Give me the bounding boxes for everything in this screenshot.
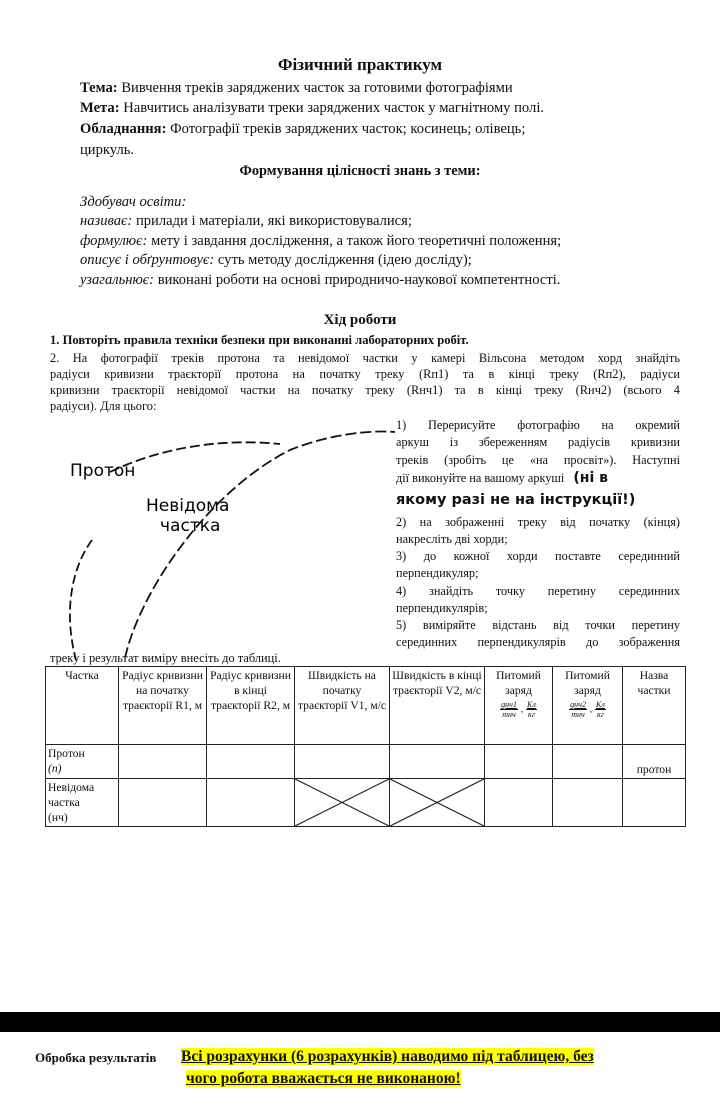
header-specific-charge-2-label: Питомий заряд bbox=[565, 669, 610, 697]
step-1: 1. Повторіть правила техніки безпеки при виконанні лабораторних робіт. bbox=[50, 333, 469, 347]
header-particle-name: Назва частки bbox=[623, 667, 686, 745]
equipment-label: Обладнання: bbox=[80, 121, 167, 137]
unknown-label-2: частка bbox=[160, 516, 221, 536]
instruction-emph-1: (ні в bbox=[573, 470, 608, 486]
processing-label: Обробка результатів bbox=[35, 1050, 157, 1065]
proton-name-cell bbox=[46, 745, 119, 779]
step-2-line-2: радіуси кривизни траєкторії протона на початку треку (Rп1) та в кінці треку (Rп2), радіуси bbox=[50, 367, 680, 381]
equipment-line bbox=[80, 121, 525, 138]
step-2-line-4: радіуси). Для цього: bbox=[50, 399, 157, 413]
proton-v2-cell[interactable] bbox=[390, 745, 485, 779]
generalizes-line bbox=[80, 272, 560, 289]
unknown-r2-cell[interactable] bbox=[207, 779, 295, 827]
names-label: називає: bbox=[80, 213, 133, 229]
tracks-figure bbox=[40, 420, 400, 670]
frac-q2-den: mнч bbox=[571, 710, 585, 719]
table-intro: треку і результат виміру внесіть до таблиці. bbox=[50, 651, 281, 665]
unknown-r1-cell[interactable] bbox=[119, 779, 207, 827]
describes-label: описує і обґрунтовує: bbox=[80, 252, 215, 268]
table-row-unknown bbox=[46, 779, 686, 827]
instruction-1-line-4-text: дії виконуйте на вашому аркуші bbox=[396, 471, 565, 485]
frac-q1-num: qнч1 bbox=[501, 700, 517, 709]
frac-q2 bbox=[569, 700, 587, 719]
topic-line bbox=[80, 80, 513, 97]
processing-highlight-1: Всі розрахунки (6 розрахунків) наводимо під таблицею, без bbox=[181, 1048, 594, 1065]
instruction-1-line-3: треків (зробіть це «на просвіт»). Наступні bbox=[396, 453, 680, 467]
learner-label: Здобувач освіти: bbox=[80, 194, 187, 210]
header-speed-end: Швидкість в кінці траєкторії V2, м/с bbox=[390, 667, 485, 745]
header-particle: Частка bbox=[46, 667, 119, 745]
header-speed-start: Швидкість на початку траєкторії V1, м/с bbox=[295, 667, 390, 745]
unknown-name-cell bbox=[46, 779, 119, 827]
proton-q1-cell[interactable] bbox=[485, 745, 553, 779]
unknown-name-2: частка bbox=[48, 796, 80, 809]
equipment-text: Фотографії треків заряджених часток; косинець; олівець; bbox=[170, 121, 526, 137]
generalizes-text: виконані роботи на основі природничо-наукової компетентності. bbox=[157, 272, 561, 288]
page-title: Фізичний практикум bbox=[277, 55, 443, 74]
unknown-particle-cell[interactable] bbox=[623, 779, 686, 827]
describes-text: суть методу дослідження (ідею досліду); bbox=[217, 252, 472, 268]
unknown-q1-cell[interactable] bbox=[485, 779, 553, 827]
formulates-label: формулює: bbox=[80, 233, 148, 249]
processing-highlight-2: чого робота вважається не виконаною! bbox=[186, 1070, 461, 1087]
proton-track-left bbox=[70, 540, 92, 660]
instruction-3-line-2: перпендикуляр; bbox=[396, 566, 479, 580]
step-2-line-1: 2. На фотографії треків протона та невідомої частки у камері Вільсона методом хорд знайдіть bbox=[50, 351, 680, 365]
frac-unit2-num: Кл bbox=[596, 700, 605, 709]
specific-charge-2-formula: $\frac{\text{qнч2}}{\text{mнч}}$ , $\frac{Кл}{кг}$ bbox=[570, 700, 605, 719]
processing-highlight-line-1 bbox=[181, 1048, 594, 1066]
proton-abbr: (п) bbox=[48, 762, 62, 775]
unknown-v1-crossed-cell bbox=[295, 779, 390, 827]
proton-r2-cell[interactable] bbox=[207, 745, 295, 779]
topic-text: Вивчення треків заряджених часток за готовими фотографіями bbox=[121, 80, 513, 96]
formulates-text: мету і завдання дослідження, а також його теоретичні положення; bbox=[150, 233, 562, 249]
unknown-q2-cell[interactable] bbox=[553, 779, 623, 827]
instruction-4-line-2: перпендикулярів; bbox=[396, 601, 488, 615]
instruction-5-line-2: серединних перпендикулярів до зображення bbox=[396, 635, 680, 649]
unknown-name-1: Невідома bbox=[48, 781, 95, 794]
table-row-proton bbox=[46, 745, 686, 779]
proton-track-top bbox=[110, 442, 280, 472]
header-radius-end: Радіус кривизни в кінці траєкторії R2, м bbox=[207, 667, 295, 745]
generalizes-label: узагальнює: bbox=[80, 272, 155, 288]
goal-label: Мета: bbox=[80, 100, 120, 116]
proton-q2-cell[interactable] bbox=[553, 745, 623, 779]
page-separator bbox=[0, 1012, 720, 1032]
table-header-row bbox=[46, 667, 686, 745]
processing-highlight-line-2 bbox=[186, 1070, 461, 1088]
frac-q2-num: qнч2 bbox=[570, 700, 586, 709]
goal-line bbox=[80, 100, 544, 117]
unknown-label-1: Невідома bbox=[146, 496, 230, 516]
proton-label: Протон bbox=[70, 461, 136, 481]
step-2-line-3: кривизни траєкторії невідомої частки на початку треку (Rнч1) та в кінці треку (Rнч2) (всього 4 bbox=[50, 383, 680, 397]
instruction-1-line-2: аркуш із збереженням радіусів кривизни bbox=[396, 435, 680, 449]
names-line bbox=[80, 213, 412, 230]
topic-label: Тема: bbox=[80, 80, 118, 96]
header-radius-start: Радіус кривизни на початку траєкторії R1, м bbox=[119, 667, 207, 745]
names-text: прилади і матеріали, які використовувалися; bbox=[135, 213, 412, 229]
instruction-1-line-4 bbox=[396, 470, 608, 486]
next-page bbox=[0, 1032, 720, 1114]
frac-unit2 bbox=[595, 700, 606, 719]
unknown-track bbox=[125, 432, 395, 658]
header-specific-charge-1 bbox=[485, 667, 553, 745]
frac-q1 bbox=[500, 700, 518, 719]
frac-unit2-den: кг bbox=[596, 710, 604, 719]
unknown-abbr: (нч) bbox=[48, 811, 68, 824]
specific-charge-1-formula: $\frac{\text{qнч1}}{\text{mнч}}$ , $\frac{Кл}{кг}$ bbox=[501, 700, 536, 719]
procedure-heading: Хід роботи bbox=[323, 312, 397, 328]
instruction-emph-2: якому разі не на інструкції!) bbox=[396, 492, 636, 508]
formulates-line bbox=[80, 233, 561, 250]
instruction-4-line-1: 4) знайдіть точку перетину серединних bbox=[396, 584, 680, 598]
header-specific-charge-2 bbox=[553, 667, 623, 745]
proton-r1-cell[interactable] bbox=[119, 745, 207, 779]
unknown-v2-crossed-cell bbox=[390, 779, 485, 827]
instruction-2-line-2: накресліть дві хорди; bbox=[396, 532, 508, 546]
cross-icon bbox=[390, 779, 484, 826]
equipment-line-2: циркуль. bbox=[80, 142, 135, 158]
proton-name: Протон bbox=[48, 747, 85, 760]
describes-line bbox=[80, 252, 472, 269]
frac-unit1-num: Кл bbox=[527, 700, 536, 709]
proton-v1-cell[interactable] bbox=[295, 745, 390, 779]
instructions-column bbox=[396, 418, 680, 648]
cross-icon bbox=[295, 779, 389, 826]
goal-text: Навчитись аналізувати треки заряджених часток у магнітному полі. bbox=[123, 100, 545, 116]
instruction-5-line-1: 5) виміряйте відстань від точки перетину bbox=[396, 618, 680, 632]
results-table bbox=[45, 666, 686, 827]
instruction-3-line-1: 3) до кожної хорди поставте серединний bbox=[396, 549, 680, 563]
frac-unit1 bbox=[526, 700, 537, 719]
instruction-1-line-1: 1) Перерисуйте фотографію на окремий bbox=[396, 418, 680, 432]
frac-q1-den: mнч bbox=[502, 710, 516, 719]
instruction-2-line-1: 2) на зображенні треку від початку (кінця) bbox=[396, 515, 680, 529]
competence-heading: Формування цілісності знань з теми: bbox=[239, 163, 481, 179]
proton-particle-cell: протон bbox=[623, 745, 686, 779]
frac-unit1-den: кг bbox=[527, 710, 535, 719]
header-specific-charge-1-label: Питомий заряд bbox=[496, 669, 541, 697]
